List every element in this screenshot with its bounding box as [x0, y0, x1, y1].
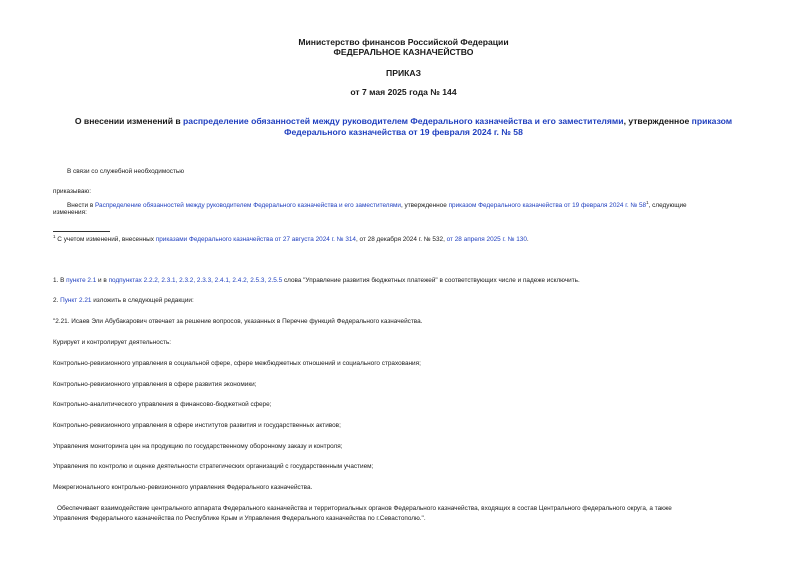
department-item: Контрольно-ревизионного управления в социальной сфере, сфере межбюджетных отношений и социального страхования; [53, 360, 421, 367]
item-1-suffix: слова "Управление развития бюджетных платежей" в соответствующих числе и падеже исключить. [282, 277, 580, 284]
footnote-prefix: С учетом изменений, внесенных [57, 236, 156, 244]
intro-suffix: , следующие [648, 202, 687, 210]
title-prefix: О внесении изменений в [74, 116, 184, 126]
intro-link-order[interactable]: приказом Федерального казначейства от 19 февраля 2024 г. № 58 [448, 202, 647, 210]
department-item: Управления по контролю и оценке деятельности стратегических организаций с государственным участием; [53, 463, 374, 470]
intro-middle: , утвержденное [400, 202, 449, 210]
intro-prefix: Внести в [67, 202, 95, 210]
item-2 [53, 296, 194, 305]
agency-name: ФЕДЕРАЛЬНОЕ КАЗНАЧЕЙСТВО [333, 47, 474, 57]
document-type: ПРИКАЗ [386, 68, 421, 78]
footnote-middle: , от 28 декабря 2024 г. № 532, [355, 236, 447, 244]
footnote-link-orders[interactable]: приказами Федерального казначейства от 27 августа 2024 г. № 314 [155, 236, 356, 244]
department-item: Контрольно-аналитического управления в финансово-бюджетной сфере; [53, 401, 272, 408]
item-2-prefix: 2. [53, 297, 61, 304]
title-link-order[interactable]: приказом [691, 116, 733, 126]
preamble: В связи со служебной необходимостью [67, 168, 185, 175]
item-1-link-subpoints[interactable]: подпунктах 2.2.2, 2.3.1, 2.3.2, 2.3.3, 2.4.1, 2.4.2, 2.5.3, 2.5.5 [108, 277, 283, 284]
document-title-line2 [0, 126, 807, 138]
final-paragraph-line2: Управления Федерального казначейства по Республике Крым и Управления Федерального казначейства по г.Севастополю.". [53, 515, 426, 522]
item-2-link-point[interactable]: Пункт 2.21 [60, 297, 92, 304]
department-item: Управления мониторинга цен на продукцию по государственному оборонному заказу и контроля; [53, 443, 343, 450]
department-item: Контрольно-ревизионного управления в сфере институтов развития и государственных активов; [53, 422, 341, 429]
title-link-order-details[interactable]: Федерального казначейства от 19 февраля 2024 г. № 58 [284, 127, 523, 137]
item-1-mid: и в [96, 277, 109, 284]
intro-paragraph [67, 198, 687, 210]
intro-footnote-mark[interactable]: 1 [646, 200, 649, 205]
footnote-suffix: . [526, 236, 529, 244]
footnote [53, 232, 529, 244]
item-2-suffix: изложить в следующей редакции: [91, 297, 194, 304]
intro-line2: изменения: [53, 209, 87, 216]
intro-link-distribution[interactable]: Распределение обязанностей между руководителем Федерального казначейства и его заместителями [94, 202, 401, 210]
order-word: приказываю: [53, 188, 91, 195]
footnote-mark: 1 [53, 234, 56, 239]
item-1 [53, 276, 580, 285]
footnote-link-april-order[interactable]: от 28 апреля 2025 г. № 130 [446, 236, 527, 244]
ministry-name: Министерство финансов Российской Федерации [298, 37, 509, 47]
title-link-distribution[interactable]: распределение обязанностей между руководителем Федерального казначейства и его заместителями [183, 116, 624, 126]
department-item: Контрольно-ревизионного управления в сфере развития экономики; [53, 381, 257, 388]
item-1-prefix: 1. В [53, 277, 67, 284]
quote-start: "2.21. Исаев Эли Абубакарович отвечает за решение вопросов, указанных в Перечне функций Федерального казначейства. [53, 318, 423, 325]
final-paragraph-line1: Обеспечивает взаимодействие центрального аппарата Федерального казначейства и территориальных органов Федерального казначейства, входящих в состав Центрального федерального округа, а также [57, 505, 672, 512]
supervises-heading: Курирует и контролирует деятельность: [53, 339, 172, 346]
department-item: Межрегионального контрольно-ревизионного управления Федерального казначейства. [53, 484, 313, 491]
title-middle: , утвержденное [623, 116, 692, 126]
item-1-link-point[interactable]: пункте 2.1 [66, 277, 97, 284]
document-date-number: от 7 мая 2025 года № 144 [350, 87, 457, 97]
